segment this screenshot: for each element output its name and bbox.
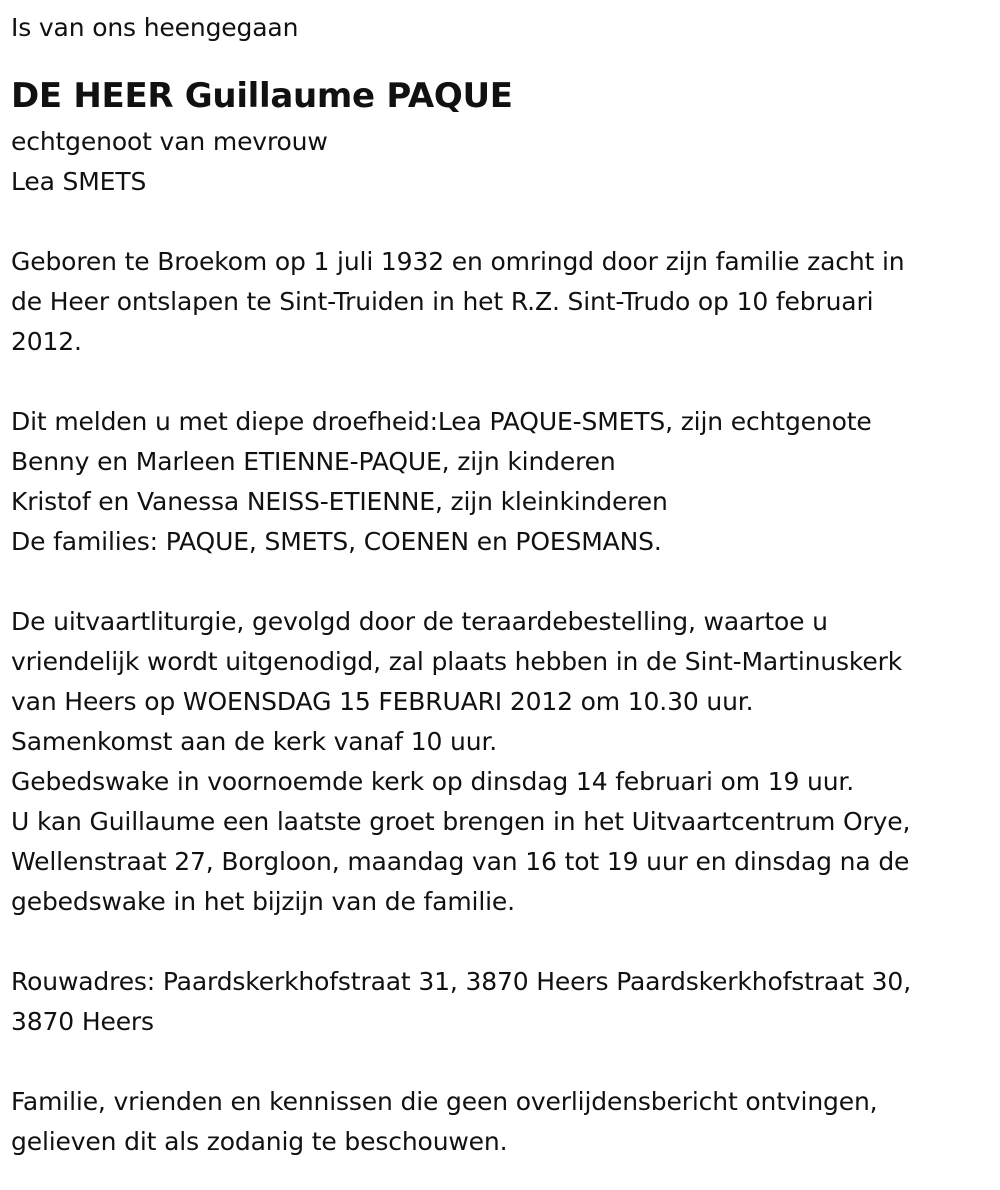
closing-paragraph — [11, 1082, 1000, 1162]
funeral-line-6: U kan Guillaume een laatste groet brengen in het Uitvaartcentrum Orye, — [11, 807, 911, 836]
funeral-paragraph — [11, 602, 1000, 922]
birth-line-2: de Heer ontslapen te Sint-Truiden in het R.Z. Sint-Trudo op 10 februari — [11, 287, 874, 316]
closing-line-1: Familie, vrienden en kennissen die geen overlijdensbericht ontvingen, — [11, 1087, 878, 1116]
birth-paragraph — [11, 242, 1000, 362]
family-line-1: Dit melden u met diepe droefheid:Lea PAQUE-SMETS, zijn echtgenote — [11, 407, 872, 436]
spacer — [11, 362, 1000, 402]
deceased-name: DE HEER Guillaume PAQUE — [11, 76, 513, 116]
family-line-2: Benny en Marleen ETIENNE-PAQUE, zijn kinderen — [11, 447, 616, 476]
address-line-2: 3870 Heers — [11, 1007, 154, 1036]
spouse-line-1: echtgenoot van mevrouw — [11, 127, 328, 156]
funeral-line-4: Samenkomst aan de kerk vanaf 10 uur. — [11, 727, 498, 756]
family-paragraph — [11, 402, 1000, 562]
funeral-line-2: vriendelijk wordt uitgenodigd, zal plaats hebben in de Sint-Martinuskerk — [11, 647, 903, 676]
address-line-1: Rouwadres: Paardskerkhofstraat 31, 3870 Heers Paardskerkhofstraat 30, — [11, 967, 911, 996]
closing-line-2: gelieven dit als zodanig te beschouwen. — [11, 1127, 508, 1156]
spacer — [11, 562, 1000, 602]
spouse-line-2: Lea SMETS — [11, 167, 147, 196]
birth-line-3: 2012. — [11, 327, 82, 356]
spouse-block — [11, 122, 1000, 202]
intro-text: Is van ons heengegaan — [11, 13, 299, 42]
spacer — [11, 1042, 1000, 1082]
address-paragraph — [11, 962, 1000, 1042]
funeral-line-1: De uitvaartliturgie, gevolgd door de teraardebestelling, waartoe u — [11, 607, 828, 636]
funeral-line-7: Wellenstraat 27, Borgloon, maandag van 16 tot 19 uur en dinsdag na de — [11, 847, 910, 876]
family-line-4: De families: PAQUE, SMETS, COENEN en POESMANS. — [11, 527, 662, 556]
funeral-line-8: gebedswake in het bijzijn van de familie. — [11, 887, 515, 916]
funeral-line-5: Gebedswake in voornoemde kerk op dinsdag 14 februari om 19 uur. — [11, 767, 855, 796]
family-line-3: Kristof en Vanessa NEISS-ETIENNE, zijn kleinkinderen — [11, 487, 668, 516]
funeral-line-3: van Heers op WOENSDAG 15 FEBRUARI 2012 om 10.30 uur. — [11, 687, 754, 716]
spacer — [11, 202, 1000, 242]
birth-line-1: Geboren te Broekom op 1 juli 1932 en omringd door zijn familie zacht in — [11, 247, 905, 276]
spacer — [11, 922, 1000, 962]
